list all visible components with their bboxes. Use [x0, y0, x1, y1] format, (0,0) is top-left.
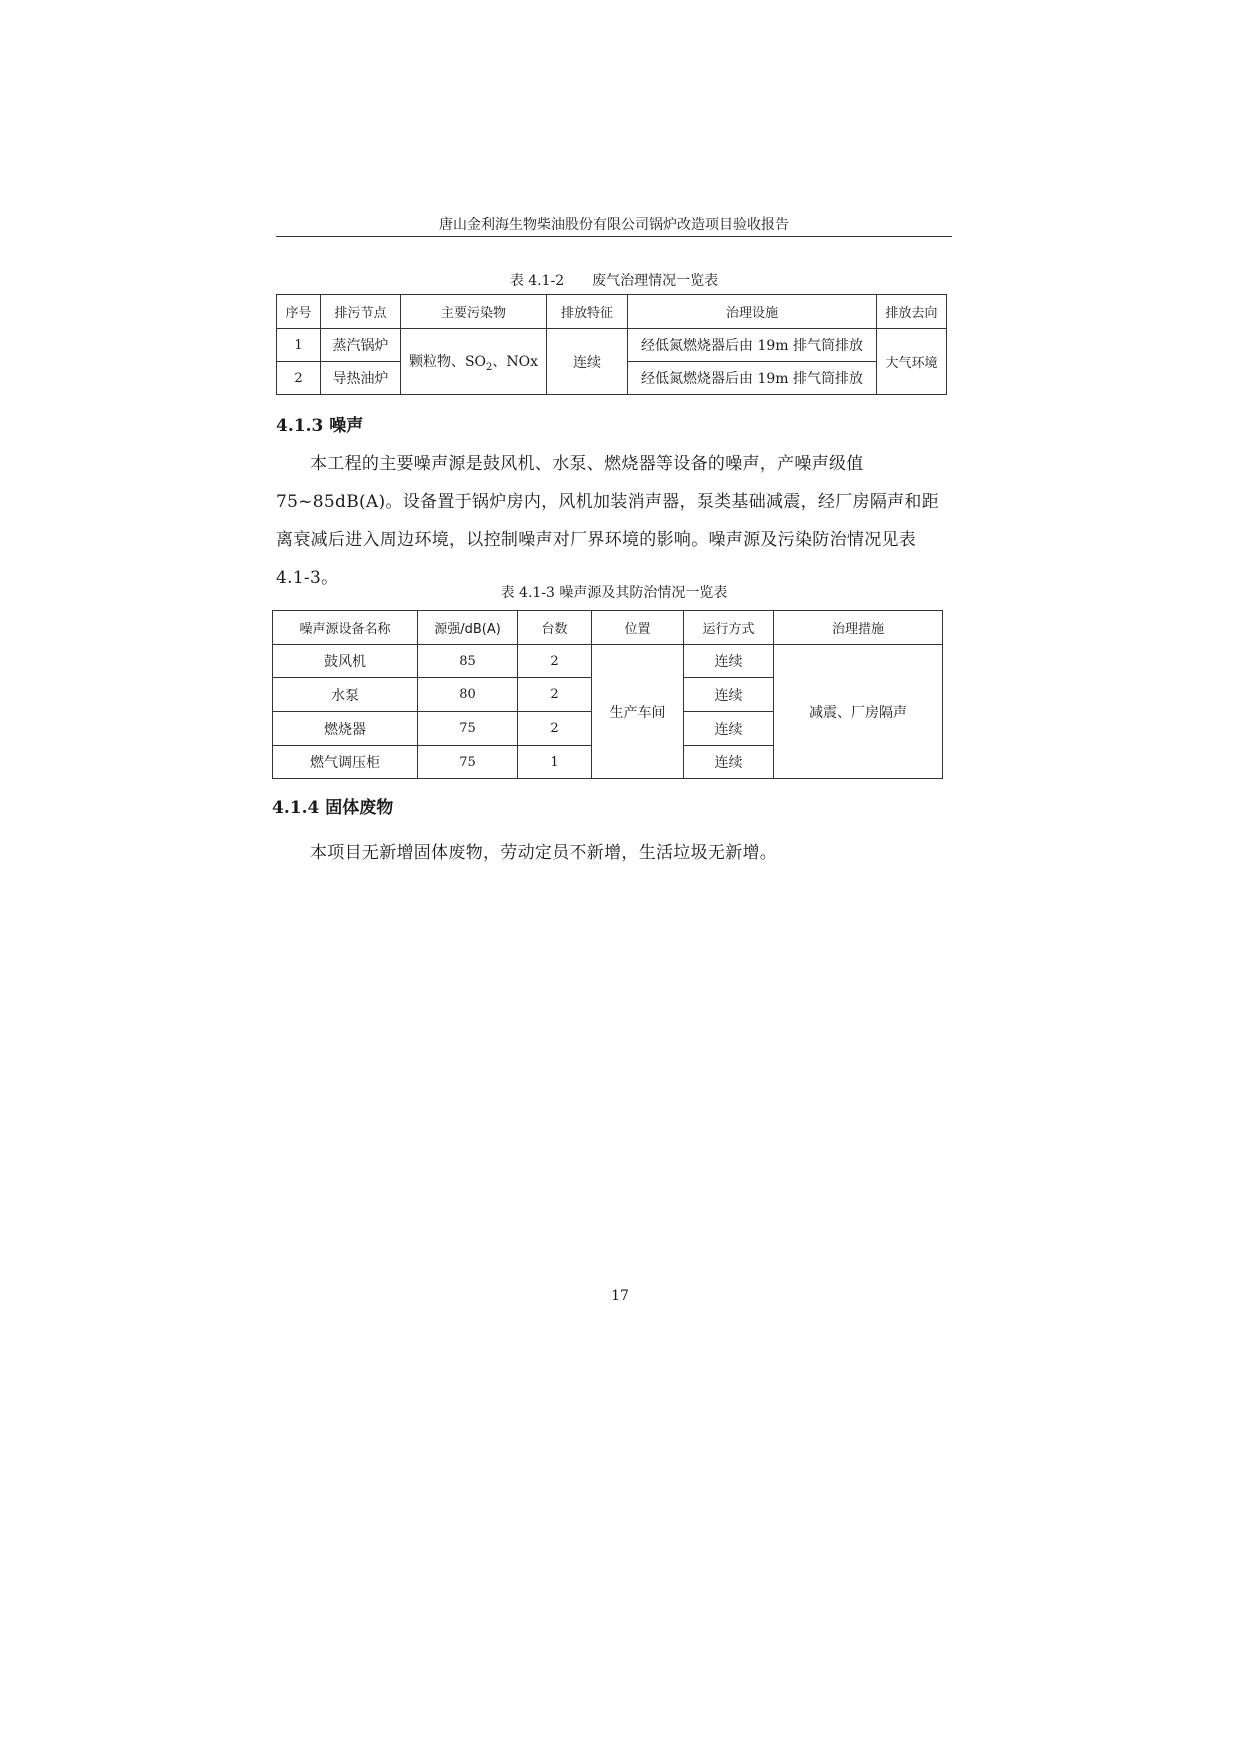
table2-header-row: [273, 611, 943, 645]
table1-header-cell: 排放去向: [877, 295, 947, 329]
table1-pollutant-cell: [401, 329, 547, 395]
solid-waste-paragraph: 本项目无新增固体废物，劳动定员不新增，生活垃圾无新增。: [310, 843, 778, 863]
table2-header-cell: 噪声源设备名称: [273, 611, 418, 645]
pollutant-text: 颗粒物、SO: [408, 353, 487, 370]
table2-header-cell: 源强/dB(A): [418, 611, 518, 645]
table2-name-cell: 鼓风机: [273, 645, 418, 678]
table2-name-cell: 燃烧器: [273, 712, 418, 746]
table2-mode-cell: 连续: [684, 645, 774, 678]
table1-header-row: [277, 295, 947, 329]
table2-level-cell: 80: [418, 678, 518, 712]
table1-header-cell: 主要污染物: [401, 295, 547, 329]
header-rule: [276, 236, 952, 237]
table1-header-cell: 排污节点: [321, 295, 401, 329]
table1-exhaust-treatment: [276, 294, 947, 395]
table1-header-cell: 序号: [277, 295, 321, 329]
pollutant-tail: 、NOx: [492, 353, 539, 370]
section-heading-solid-waste: 4.1.4 固体废物: [272, 798, 394, 818]
table2-name-cell: 燃气调压柜: [273, 746, 418, 779]
table2-caption: 表 4.1-3 噪声源及其防治情况一览表: [500, 585, 728, 601]
table2-level-cell: 75: [418, 712, 518, 746]
table2-header-cell: 运行方式: [684, 611, 774, 645]
table1-facility-cell: 经低氮燃烧器后由 19m 排气筒排放: [628, 362, 877, 395]
report-header: 唐山金利海生物柴油股份有限公司锅炉改造项目验收报告: [439, 217, 789, 233]
table-row: [273, 645, 943, 678]
table1-destination-cell: 大气环境: [877, 329, 947, 395]
table1-node-cell: 导热油炉: [321, 362, 401, 395]
table1-no-cell: 1: [277, 329, 321, 362]
noise-paragraph: 本工程的主要噪声源是鼓风机、水泵、燃烧器等设备的噪声，产噪声级值 75~85dB(A)。设备置于锅炉房内，风机加装消声器，泵类基础减震，经厂房隔声和距离衰减后进入周边环境，以控制噪声对厂界环境的影响。噪声源及污染防治情况见表 4.1-3。: [276, 454, 940, 588]
pollutant-subscript: 2: [486, 361, 493, 373]
table1-header-cell: 排放特征: [547, 295, 628, 329]
table2-count-cell: 2: [518, 678, 592, 712]
table2-mode-cell: 连续: [684, 712, 774, 746]
table2-measure-cell: 减震、厂房隔声: [774, 645, 943, 779]
table1-no-cell: 2: [277, 362, 321, 395]
table2-name-cell: 水泵: [273, 678, 418, 712]
table1-emission-cell: 连续: [547, 329, 628, 395]
page-number: 17: [611, 1288, 629, 1304]
table2-count-cell: 1: [518, 746, 592, 779]
table2-header-cell: 位置: [592, 611, 684, 645]
table1-header-cell: 治理设施: [628, 295, 877, 329]
table1-facility-cell: 经低氮燃烧器后由 19m 排气筒排放: [628, 329, 877, 362]
table2-count-cell: 2: [518, 712, 592, 746]
table2-level-cell: 75: [418, 746, 518, 779]
table2-mode-cell: 连续: [684, 678, 774, 712]
table-row: [277, 329, 947, 362]
table2-level-cell: 85: [418, 645, 518, 678]
table2-noise-sources: [272, 610, 943, 779]
section-heading-noise: 4.1.3 噪声: [276, 416, 364, 436]
table2-location-cell: 生产车间: [592, 645, 684, 779]
table1-node-cell: 蒸汽锅炉: [321, 329, 401, 362]
table2-header-cell: 台数: [518, 611, 592, 645]
table2-count-cell: 2: [518, 645, 592, 678]
table2-mode-cell: 连续: [684, 746, 774, 779]
table2-header-cell: 治理措施: [774, 611, 943, 645]
table1-caption: 表 4.1-2 废气治理情况一览表: [509, 273, 719, 289]
